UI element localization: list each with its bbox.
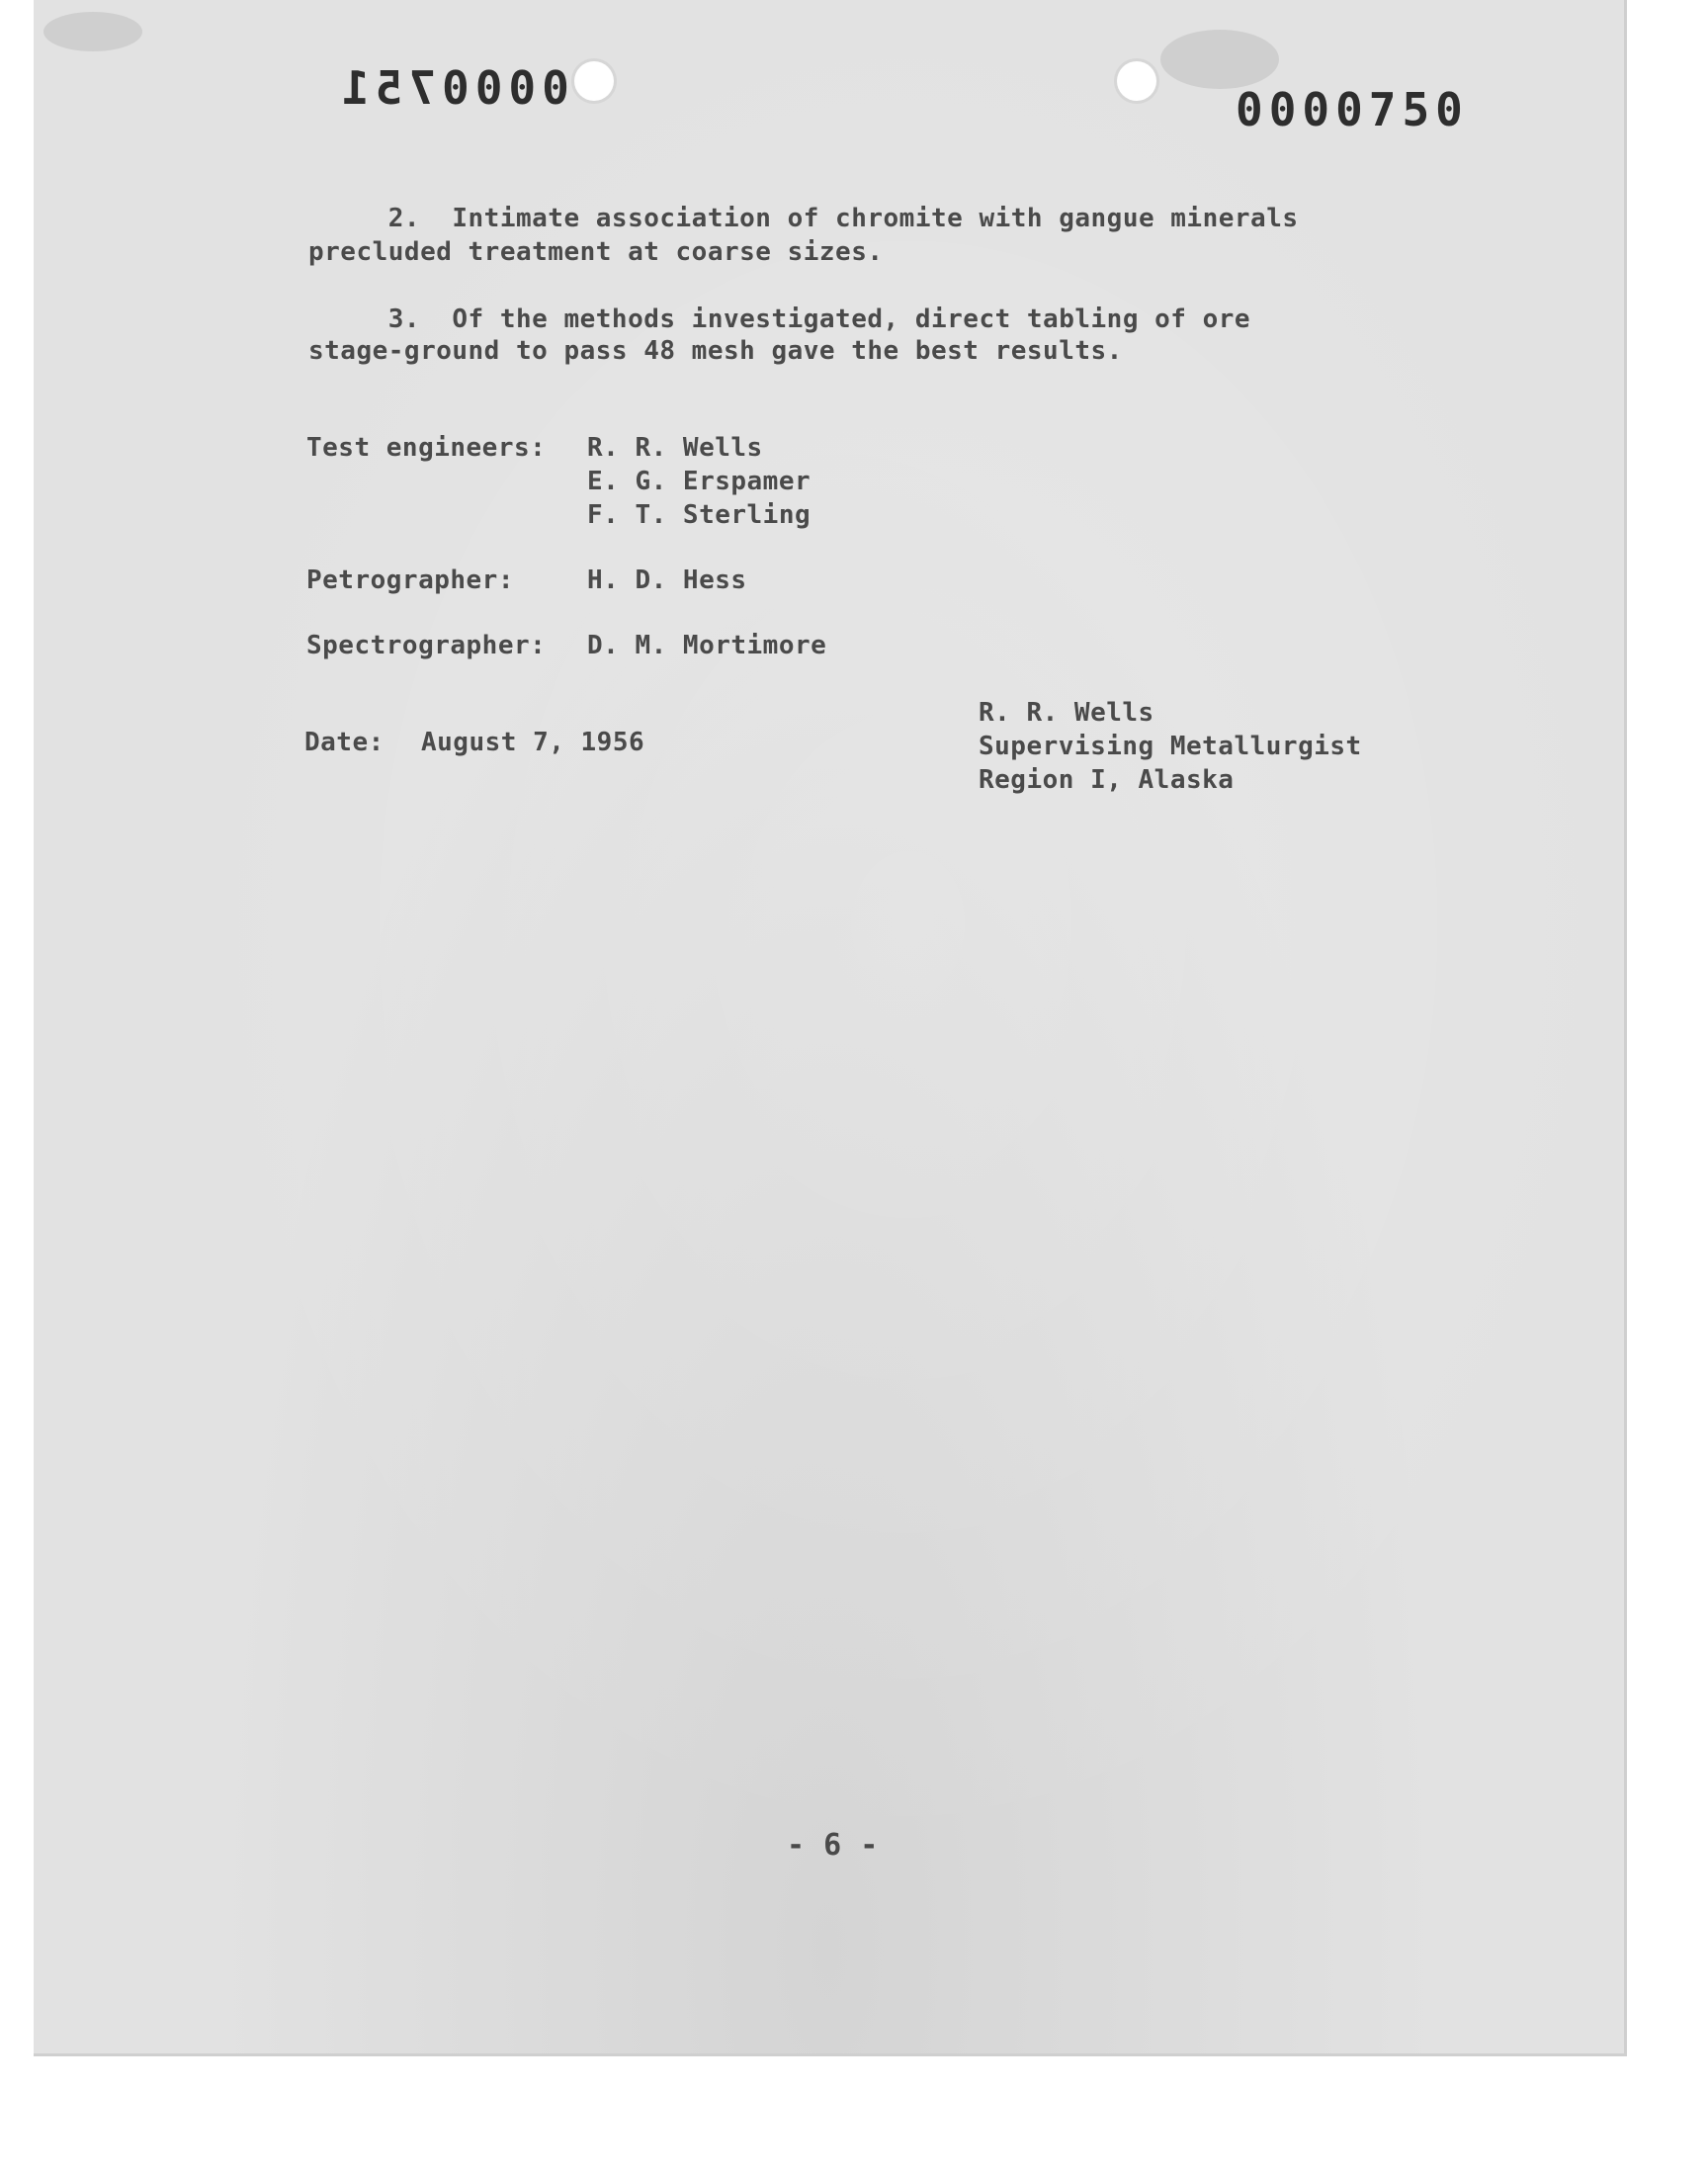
test-engineer-name: F. T. Sterling: [587, 500, 811, 530]
punch-hole-right: [1117, 61, 1156, 101]
page-stamp-left-text: 0000751: [336, 61, 569, 115]
signature-region: Region I, Alaska: [979, 765, 1235, 795]
paragraph-2-line-1: 2. Intimate association of chromite with gangue minerals: [308, 204, 1299, 233]
paragraph-3-line-2: stage-ground to pass 48 mesh gave the best results.: [308, 336, 1123, 366]
date-label: Date:: [304, 728, 384, 757]
punch-hole-left: [574, 61, 614, 101]
signature-title: Supervising Metallurgist: [979, 732, 1362, 761]
petrographer-name: H. D. Hess: [587, 566, 747, 595]
paragraph-3-line-1: 3. Of the methods investigated, direct tabling of ore: [308, 304, 1251, 334]
signature-name: R. R. Wells: [979, 698, 1154, 728]
page-stamp-right-text: 0000750: [1236, 83, 1469, 136]
spectrographer-name: D. M. Mortimore: [587, 631, 827, 660]
test-engineers-label: Test engineers:: [306, 433, 547, 463]
date-value: August 7, 1956: [421, 728, 645, 757]
petrographer-label: Petrographer:: [306, 566, 514, 595]
page-number: - 6 -: [787, 1828, 879, 1863]
test-engineer-name: E. G. Erspamer: [587, 467, 811, 496]
spectrographer-label: Spectrographer:: [306, 631, 547, 660]
scan-smudge: [1160, 30, 1279, 89]
page-stamp-right: [1236, 83, 1469, 136]
scan-bottom-margin: [0, 2064, 1708, 2175]
test-engineer-name: R. R. Wells: [587, 433, 763, 463]
scan-smudge: [43, 12, 142, 51]
paragraph-2-line-2: precluded treatment at coarse sizes.: [308, 237, 884, 267]
page-stamp-left: [336, 61, 569, 115]
